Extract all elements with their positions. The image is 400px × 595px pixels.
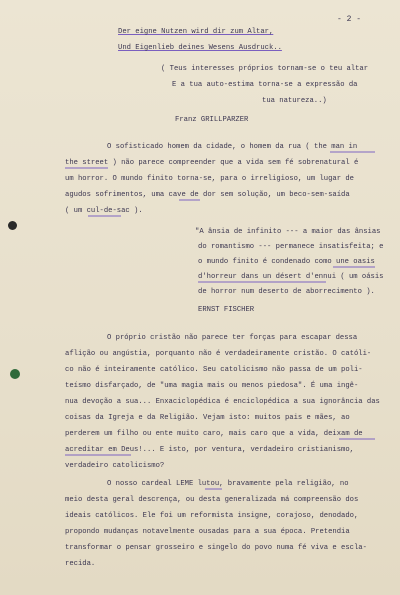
para2-line: aflição ou angústia, porquanto não é verdadeiramente cristão. O católi- [65, 350, 372, 358]
para2-line: teísmo disfarçado, de "uma magia mais ou menos piedosa". É uma ingê- [65, 382, 359, 390]
para3-line: O nosso cardeal LEME lutou, bravamente pela religião, no [107, 480, 349, 488]
epigraph-translation-line-2: E a tua auto-estima torna-se a expressão da [172, 81, 358, 89]
para2-line: nua devoção a sua... Enxaciclopédica é enciclopédica a sua ignorância das [65, 398, 380, 406]
quote-line: do romantismo --- permanece insatisfeita; e [198, 243, 384, 251]
para2-line: perderem um filho ou ente muito caro, mais caro que a vida, deixam de [65, 430, 363, 438]
para3-line: ideais católicos. Ele foi um reformista insigne, corajoso, denodado, [65, 512, 359, 520]
epigraph-author: Franz GRILLPARZER [175, 116, 249, 124]
page-number: - 2 - [337, 15, 362, 24]
para1-line: the street ) não parece compreender que a vida sem fé sobrenatural é [65, 159, 359, 167]
para2-line: acreditar em Deus!... E isto, por ventura, verdadeiro cristianismo, [65, 446, 354, 454]
quote-line: de horror num deserto de aborrecimento ). [198, 288, 375, 296]
para3-line: transformar o pensar grosseiro e singelo do povo numa fé viva e escla- [65, 544, 367, 552]
epigraph-german-line-2: Und Eigenlieb deines Wesens Ausdruck.. [118, 44, 282, 52]
epigraph-translation-line-3: tua natureza..) [262, 97, 327, 105]
quote-line: o mundo finito é condenado como une oasis [198, 258, 375, 266]
para2-line: coisas da Igreja e da Religião. Vejam isto: muitos pais e mães, ao [65, 414, 350, 422]
para2-line: O próprio cristão não parece ter forças para escapar dessa [107, 334, 358, 342]
para1-line: O sofisticado homem da cidade, o homem da rua ( the man in [107, 143, 358, 151]
para3-line: recida. [65, 560, 96, 568]
punch-hole-bottom [10, 369, 20, 379]
punch-hole-top [8, 221, 17, 230]
quote-author: ERNST FISCHER [198, 306, 255, 314]
quote-line: "A ânsia de infinito --- a maior das ânsias [195, 228, 381, 236]
para3-line: meio desta geral descrença, ou desta generalizada má compreensão dos [65, 496, 359, 504]
para1-line: agudos sofrimentos, uma cave de dor sem solução, um beco-sem-saída [65, 191, 350, 199]
para2-line: verdadeiro catolicismo? [65, 462, 165, 470]
para2-line: co não é inteiramente católico. Seu catolicismo não passa de um poli- [65, 366, 363, 374]
quote-line: d'horreur dans un désert d'ennui ( um oásis [198, 273, 384, 281]
para3-line: propondo mudanças notavelmente ousadas para a sua época. Pretendia [65, 528, 350, 536]
epigraph-translation-line-1: ( Teus interesses próprios tornam-se o teu altar [161, 65, 369, 73]
para1-line: ( um cul-de-sac ). [65, 207, 143, 215]
epigraph-german-line-1: Der eigne Nutzen wird dir zum Altar, [118, 28, 274, 36]
para1-line: um horror. O mundo finito torna-se, para o irreligioso, um lugar de [65, 175, 354, 183]
